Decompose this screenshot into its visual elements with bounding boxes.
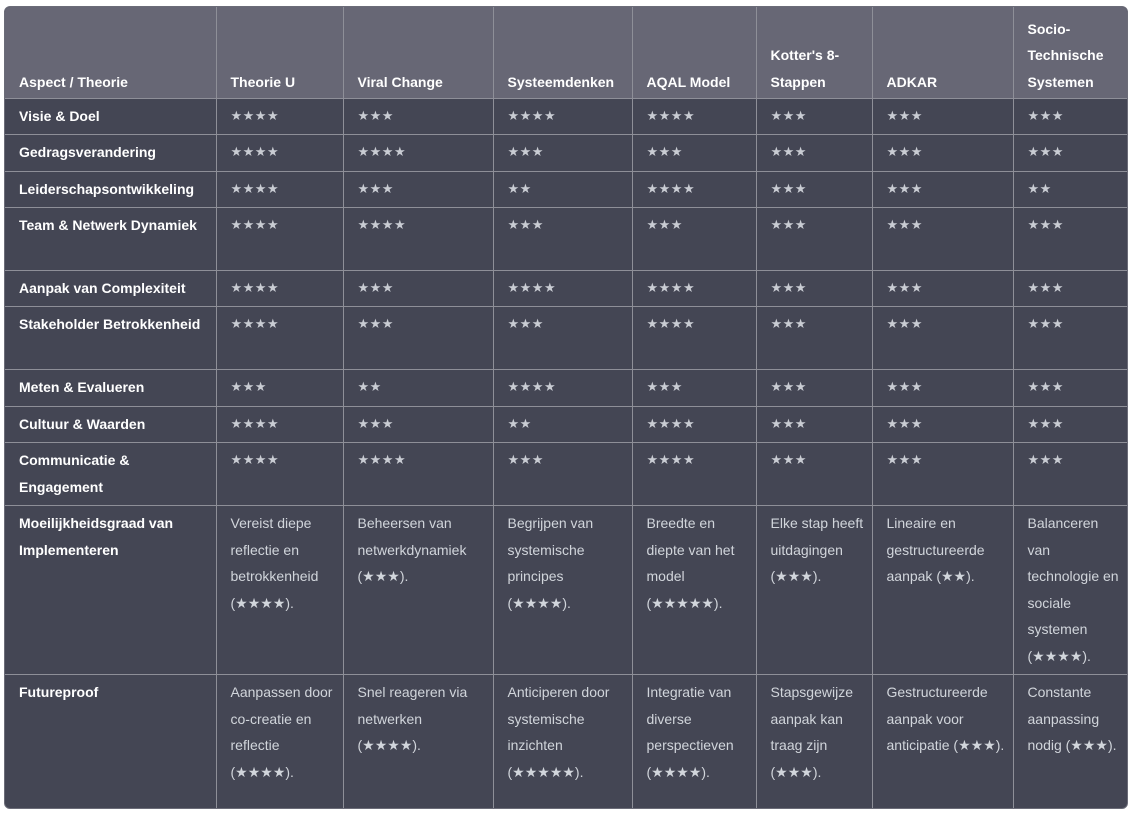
table-cell: ★★ [1013, 172, 1128, 208]
table-row [5, 172, 1128, 208]
table-cell: ★★★ [1013, 407, 1128, 443]
table-row [5, 135, 1128, 172]
column-header: Theorie U [216, 7, 343, 99]
table-row [5, 271, 1128, 307]
table-cell: Breedte en diepte van het model (★★★★★). [632, 506, 756, 675]
table-cell: ★★★ [756, 99, 872, 135]
table-cell: ★★★ [756, 135, 872, 172]
table-cell: ★★★★ [493, 99, 632, 135]
table-row [5, 208, 1128, 271]
table-cell: ★★★ [632, 370, 756, 407]
table-cell: ★★★ [756, 208, 872, 271]
table-cell: ★★★ [493, 208, 632, 271]
table-cell: ★★★ [1013, 307, 1128, 370]
table-cell: Vereist diepe reflectie en betrokkenheid (★★★★). [216, 506, 343, 675]
table-cell: ★★★ [756, 307, 872, 370]
table-cell: Constante aanpassing nodig (★★★). [1013, 675, 1128, 810]
table-cell: ★★★ [756, 370, 872, 407]
table-cell: ★★★★ [632, 407, 756, 443]
table-cell: ★★★★ [632, 307, 756, 370]
table-cell: Lineaire en gestructureerde aanpak (★★). [872, 506, 1013, 675]
column-header: Systeemdenken [493, 7, 632, 99]
table-cell: ★★★★ [216, 271, 343, 307]
table-cell: Anticiperen door systemische inzichten (★★★★★). [493, 675, 632, 810]
table-cell: ★★★ [1013, 99, 1128, 135]
row-label: Meten & Evalueren [5, 370, 216, 407]
comparison-table-frame [4, 6, 1128, 809]
table-cell: ★★★ [872, 271, 1013, 307]
table-cell: ★★★★ [216, 208, 343, 271]
table-cell: ★★★ [872, 208, 1013, 271]
column-header: Aspect / Theorie [5, 7, 216, 99]
table-cell: ★★★ [1013, 208, 1128, 271]
table-cell: ★★★ [493, 443, 632, 506]
table-cell: ★★★★ [493, 370, 632, 407]
table-cell: ★★★ [872, 307, 1013, 370]
table-cell: ★★★ [493, 307, 632, 370]
table-cell: ★★★ [872, 135, 1013, 172]
row-label: Stakeholder Betrokkenheid [5, 307, 216, 370]
table-cell: ★★ [343, 370, 493, 407]
table-cell: ★★★★ [216, 99, 343, 135]
table-cell: ★★ [493, 172, 632, 208]
row-label: Leiderschapsontwikkeling [5, 172, 216, 208]
table-cell: ★★★ [343, 407, 493, 443]
table-cell: Balanceren van technologie en sociale systemen (★★★★). [1013, 506, 1128, 675]
table-cell: ★★★ [756, 443, 872, 506]
table-cell: ★★★★ [216, 135, 343, 172]
table-cell: ★★★ [1013, 135, 1128, 172]
row-label: Visie & Doel [5, 99, 216, 135]
table-cell: ★★★ [872, 443, 1013, 506]
table-cell: ★★★★ [343, 208, 493, 271]
table-cell: ★★★ [756, 271, 872, 307]
table-row [5, 506, 1128, 675]
table-cell: ★★★ [1013, 271, 1128, 307]
row-label: Gedragsverandering [5, 135, 216, 172]
table-cell: ★★★★ [632, 172, 756, 208]
row-label: Futureproof [5, 675, 216, 810]
table-cell: ★★★★ [216, 307, 343, 370]
table-cell: ★★★★ [216, 443, 343, 506]
row-label: Communicatie & Engagement [5, 443, 216, 506]
table-cell: ★★★★ [216, 172, 343, 208]
table-cell: ★★★ [1013, 443, 1128, 506]
table-cell: Beheersen van netwerkdynamiek (★★★). [343, 506, 493, 675]
table-cell: ★★★ [872, 172, 1013, 208]
table-cell: ★★★★ [632, 271, 756, 307]
table-cell: Integratie van diverse perspectieven (★★★★). [632, 675, 756, 810]
column-header: Kotter's 8-Stappen [756, 7, 872, 99]
row-label: Cultuur & Waarden [5, 407, 216, 443]
table-row [5, 407, 1128, 443]
table-cell: ★★★ [343, 307, 493, 370]
table-cell: ★★★ [343, 99, 493, 135]
column-header: AQAL Model [632, 7, 756, 99]
column-header: Socio-Technische Systemen [1013, 7, 1128, 99]
table-cell: ★★★ [872, 370, 1013, 407]
table-cell: ★★★ [343, 172, 493, 208]
table-row [5, 675, 1128, 810]
table-cell: Aanpassen door co-creatie en reflectie (★★★★). [216, 675, 343, 810]
table-cell: ★★★ [343, 271, 493, 307]
column-header: Viral Change [343, 7, 493, 99]
row-label: Aanpak van Complexiteit [5, 271, 216, 307]
table-cell: ★★★ [872, 407, 1013, 443]
table-row [5, 370, 1128, 407]
row-label: Moeilijkheidsgraad van Implementeren [5, 506, 216, 675]
table-cell: ★★★ [632, 135, 756, 172]
table-row [5, 307, 1128, 370]
table-cell: ★★★ [756, 407, 872, 443]
table-cell: ★★★ [872, 99, 1013, 135]
table-cell: ★★★ [756, 172, 872, 208]
column-header: ADKAR [872, 7, 1013, 99]
comparison-table [5, 7, 1128, 809]
table-cell: ★★★★ [632, 99, 756, 135]
table-cell: ★★★★ [343, 443, 493, 506]
table-cell: ★★★★ [632, 443, 756, 506]
table-row [5, 99, 1128, 135]
table-cell: Stapsgewijze aanpak kan traag zijn (★★★). [756, 675, 872, 810]
table-cell: ★★★★ [343, 135, 493, 172]
header-row [5, 7, 1128, 99]
table-cell: ★★★ [216, 370, 343, 407]
table-cell: ★★★★ [493, 271, 632, 307]
table-cell: Gestructureerde aanpak voor anticipatie (★★★). [872, 675, 1013, 810]
row-label: Team & Netwerk Dynamiek [5, 208, 216, 271]
table-cell: ★★★★ [216, 407, 343, 443]
table-cell: ★★ [493, 407, 632, 443]
table-cell: Snel reageren via netwerken (★★★★). [343, 675, 493, 810]
table-cell: Elke stap heeft uitdagingen (★★★). [756, 506, 872, 675]
table-cell: Begrijpen van systemische principes (★★★★). [493, 506, 632, 675]
table-cell: ★★★ [632, 208, 756, 271]
table-row [5, 443, 1128, 506]
table-cell: ★★★ [493, 135, 632, 172]
table-cell: ★★★ [1013, 370, 1128, 407]
